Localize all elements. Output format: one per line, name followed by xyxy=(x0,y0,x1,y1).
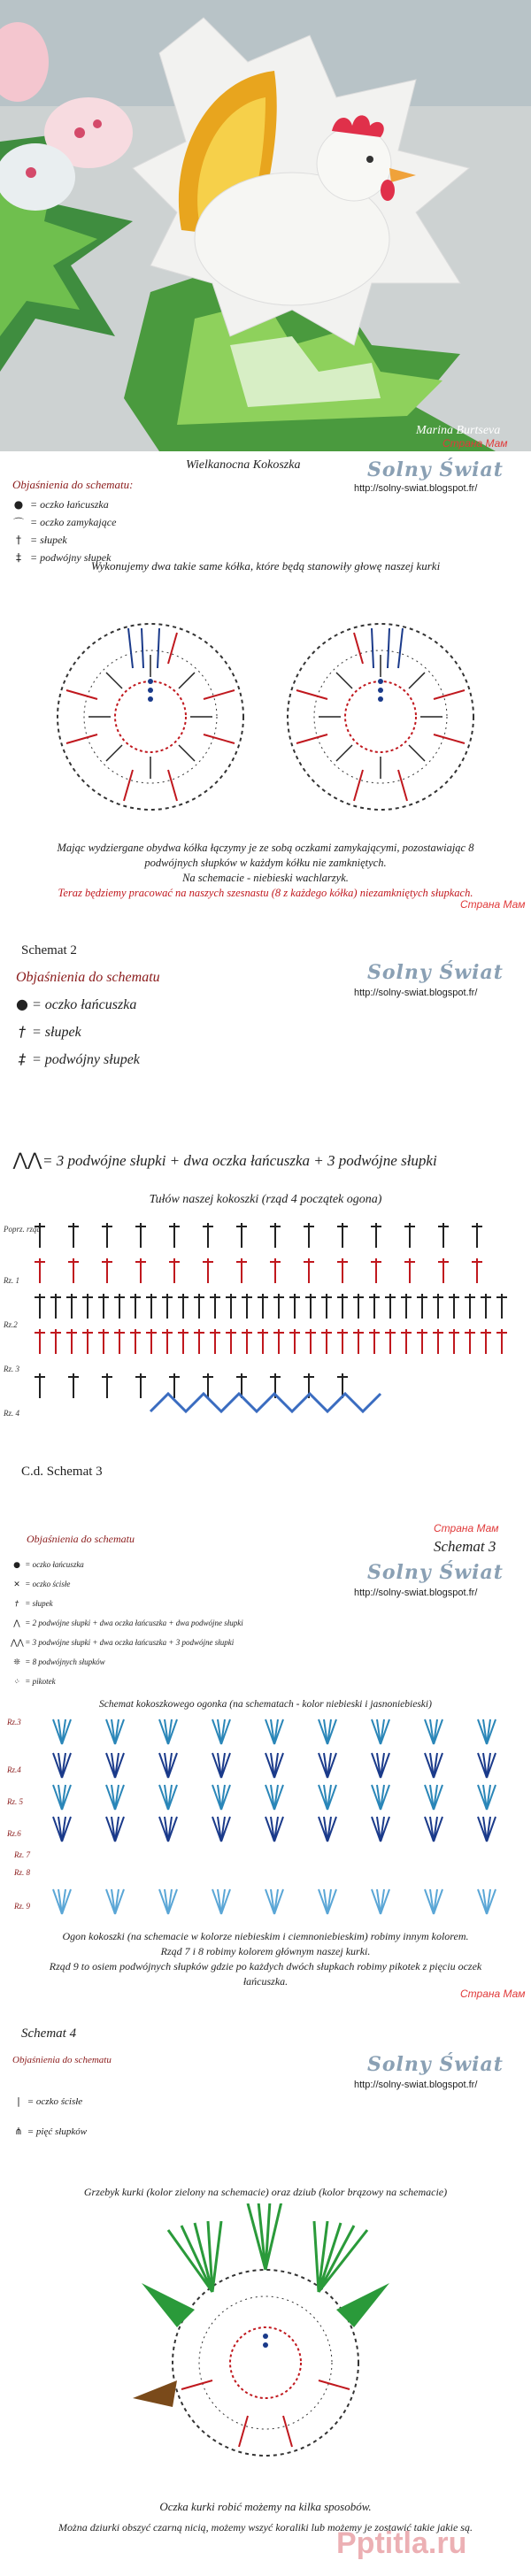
svg-text:Rz.4: Rz.4 xyxy=(7,1765,21,1774)
picot-icon: ⁘ xyxy=(13,1678,20,1687)
double-crochet-icon: † xyxy=(19,1023,26,1040)
tail-fans xyxy=(53,1719,496,1914)
pattern-header xyxy=(0,453,531,564)
head-circle-left xyxy=(58,624,243,810)
intro-text: Wykonujemy dwa takie same kółka, które będą stanowiły głowę naszej kurki xyxy=(90,559,441,573)
pattern-title: Wielkanocna Kokoszka xyxy=(186,458,301,472)
svg-text:Rz.2: Rz.2 xyxy=(4,1320,18,1329)
chain-icon: ● xyxy=(13,1561,20,1570)
s2-legend-dc: † = słupek xyxy=(16,1019,140,1046)
beak xyxy=(133,2380,177,2407)
s4-legend-1: ⋔ = pięć słupków xyxy=(12,2117,87,2147)
chain-icon: ● xyxy=(13,498,24,511)
schemat-4 xyxy=(0,2026,531,2177)
join-desc-1: Mając wydziergane obydwa kółka łączymy je ze sobą oczkami zamykającymi, pozostawiając 8 podwójnych słupków w każdym kółku nie zamkniętych. xyxy=(57,842,474,869)
photo-watermark: Страна Мам xyxy=(442,437,508,450)
fan-icon: ⋀⋀ xyxy=(12,1149,42,1170)
join-desc-3: Teraz będziemy pracować na naszych szesnastu (8 z każdego kółka) niezamkniętych słupkach. xyxy=(58,887,473,899)
svg-text:Rz. 4: Rz. 4 xyxy=(4,1409,19,1418)
s2-legend-chain: ● = oczko łańcuszka xyxy=(16,991,140,1019)
tail-rows-svg xyxy=(0,1712,531,1929)
blog-logo-4: Solny Świat xyxy=(367,2053,504,2076)
svg-text:Rz. 1: Rz. 1 xyxy=(4,1276,19,1285)
head-circles-svg xyxy=(0,584,531,841)
schemat-4-legend-title: Objaśnienia do schematu xyxy=(12,2055,112,2065)
s3-legend-5: ❊ = 8 podwójnych słupków xyxy=(11,1653,243,1672)
schemat-4-title: Schemat 4 xyxy=(21,2026,77,2041)
blog-url-2[interactable]: http://solny-swiat.blogspot.fr/ xyxy=(354,988,478,998)
blog-url[interactable]: http://solny-swiat.blogspot.fr/ xyxy=(354,483,478,494)
blog-url-4[interactable]: http://solny-swiat.blogspot.fr/ xyxy=(354,2080,478,2090)
head-diagrams xyxy=(0,584,531,841)
stitch-rows xyxy=(35,1223,507,1398)
s3-legend-2: † = słupek xyxy=(11,1595,243,1614)
schemat-3-title: Schemat 3 xyxy=(434,1538,496,1555)
schemat-2-title: Schemat 2 xyxy=(21,943,77,957)
watermark-3: Страна Мам xyxy=(460,1988,526,2000)
s3-legend-3: ⋀ = 2 podwójne słupki + dwa oczka łańcuszka + dwa podwójne słupki xyxy=(11,1614,243,1634)
svg-text:Rz.6: Rz.6 xyxy=(7,1829,21,1838)
svg-text:Rz. 9: Rz. 9 xyxy=(14,1902,30,1911)
legend-item-slip: ⌒ = oczko zamykające xyxy=(12,515,117,529)
blog-logo: Solny Świat xyxy=(367,458,504,481)
s3-legend-1: ✕ = oczko ścisłe xyxy=(11,1575,243,1595)
s2-legend-tc: ‡ = podwójny słupek xyxy=(16,1046,140,1073)
svg-text:Poprz. rząd: Poprz. rząd xyxy=(4,1225,42,1234)
join-desc-2: Na schemacie - niebieski wachlarzyk. xyxy=(182,872,349,884)
blog-url-3[interactable]: http://solny-swiat.blogspot.fr/ xyxy=(354,1588,478,1598)
schemat-4-desc: Grzebyk kurki (kolor zielony na schemacie) oraz dziub (kolor brązowy na schemacie) xyxy=(83,2186,448,2198)
schemat-3-legend-title: Objaśnienia do schematu xyxy=(27,1533,135,1545)
s4-legend-0: | = oczko ścisłe xyxy=(12,2087,87,2117)
svg-text:Rz. 3: Rz. 3 xyxy=(4,1365,19,1373)
five-dc-icon: ⋔ xyxy=(14,2126,23,2137)
blue-fan-row xyxy=(150,1394,381,1411)
tail-desc-3: Rząd 9 to osiem podwójnych słupków gdzie po każdych dwóch słupkach robimy pikotek z pięciu oczek łańcuszka. xyxy=(49,1960,482,1988)
fan-2-icon: ⋀ xyxy=(13,1619,20,1628)
schemat-3-legend xyxy=(11,1556,243,1692)
double-crochet-icon: † xyxy=(14,1600,19,1609)
comb-diagram-svg xyxy=(0,2203,531,2487)
schemat-2-legend xyxy=(16,991,140,1073)
schemat-2 xyxy=(0,938,531,1195)
chain-icon: ● xyxy=(16,996,28,1012)
svg-text:Rz. 7: Rz. 7 xyxy=(14,1850,30,1859)
schemat-3-continued: C.d. Schemat 3 xyxy=(21,1465,103,1479)
s3-legend-4: ⋀⋀ = 3 podwójne słupki + dwa oczka łańcuszka + 3 podwójne słupki xyxy=(11,1634,243,1653)
join-text xyxy=(0,841,531,901)
tail-desc-2: Rząd 7 i 8 robimy kolorem głównym naszej kurki. xyxy=(160,1945,371,1957)
body-rows-svg xyxy=(0,1212,531,1451)
watermark-2: Страна Мам xyxy=(434,1522,499,1534)
eyes-text: Oczka kurki robić możemy na kilka sposobów. xyxy=(159,2500,372,2513)
comb-fans xyxy=(168,2203,367,2292)
legend-item-tc: ‡ = podwójny słupek xyxy=(12,549,116,566)
s3-legend-0: ● = oczko łańcuszka xyxy=(11,1556,243,1575)
fan-3-icon: ⋀⋀ xyxy=(11,1639,24,1648)
blog-logo-3: Solny Świat xyxy=(367,1561,504,1584)
slip-stitch-icon: ⌒ xyxy=(12,516,24,529)
treble-crochet-icon: ‡ xyxy=(16,551,21,564)
single-crochet-icon: ✕ xyxy=(13,1580,20,1589)
head-circle-right xyxy=(288,624,473,810)
tail-rows xyxy=(0,1712,531,1929)
tail-text xyxy=(0,1929,531,1989)
s3-legend-6: ⁘ = pikotek xyxy=(11,1672,243,1692)
photo-credit: Marina Burtseva xyxy=(416,424,501,437)
schemat-3-subtitle: Schemat kokoszkowego ogonka (na schematach - kolor niebieski i jasnoniebieski) xyxy=(99,1699,432,1710)
fan-legend: ⋀⋀= 3 podwójne słupki + dwa oczka łańcuszka + 3 podwójne słupki xyxy=(12,1149,437,1170)
body-rows xyxy=(0,1212,531,1451)
footer-watermark-logo: Pptitla.ru xyxy=(336,2526,467,2560)
svg-text:Rz. 8: Rz. 8 xyxy=(14,1868,30,1877)
hen-photo xyxy=(0,0,531,451)
treble-crochet-icon: ‡ xyxy=(19,1050,26,1067)
eyes-text-2: Można dziurki obszyć czarną nicią, możemy wszyć koraliki lub możemy je zostawić takie jakie są. xyxy=(58,2521,473,2534)
blog-logo-2: Solny Świat xyxy=(367,961,504,984)
schemat-4-legend xyxy=(12,2087,87,2147)
double-crochet-icon: † xyxy=(16,534,21,546)
legend-list xyxy=(12,496,116,566)
svg-text:Rz.3: Rz.3 xyxy=(7,1718,21,1726)
legend-item-chain: ● = oczko łańcuszka xyxy=(13,497,109,511)
fan-8-icon: ❊ xyxy=(13,1658,20,1667)
single-crochet-icon: | xyxy=(17,2095,20,2107)
legend-title: Objaśnienia do schematu: xyxy=(12,478,134,491)
schemat-2-subtitle: Tułów naszej kokoszki (rząd 4 początek ogona) xyxy=(149,1193,382,1206)
legend-item-dc: † = słupek xyxy=(12,531,116,549)
comb-diagram xyxy=(0,2203,531,2487)
schemat-2-legend-title: Objaśnienia do schematu xyxy=(16,970,160,985)
watermark-1: Страна Мам xyxy=(460,898,526,911)
svg-text:Rz. 5: Rz. 5 xyxy=(7,1797,23,1806)
tail-desc-1: Ogon kokoszki (na schemacie w kolorze niebieskim i ciemnoniebieskim) robimy innym kolorem. xyxy=(62,1930,469,1942)
